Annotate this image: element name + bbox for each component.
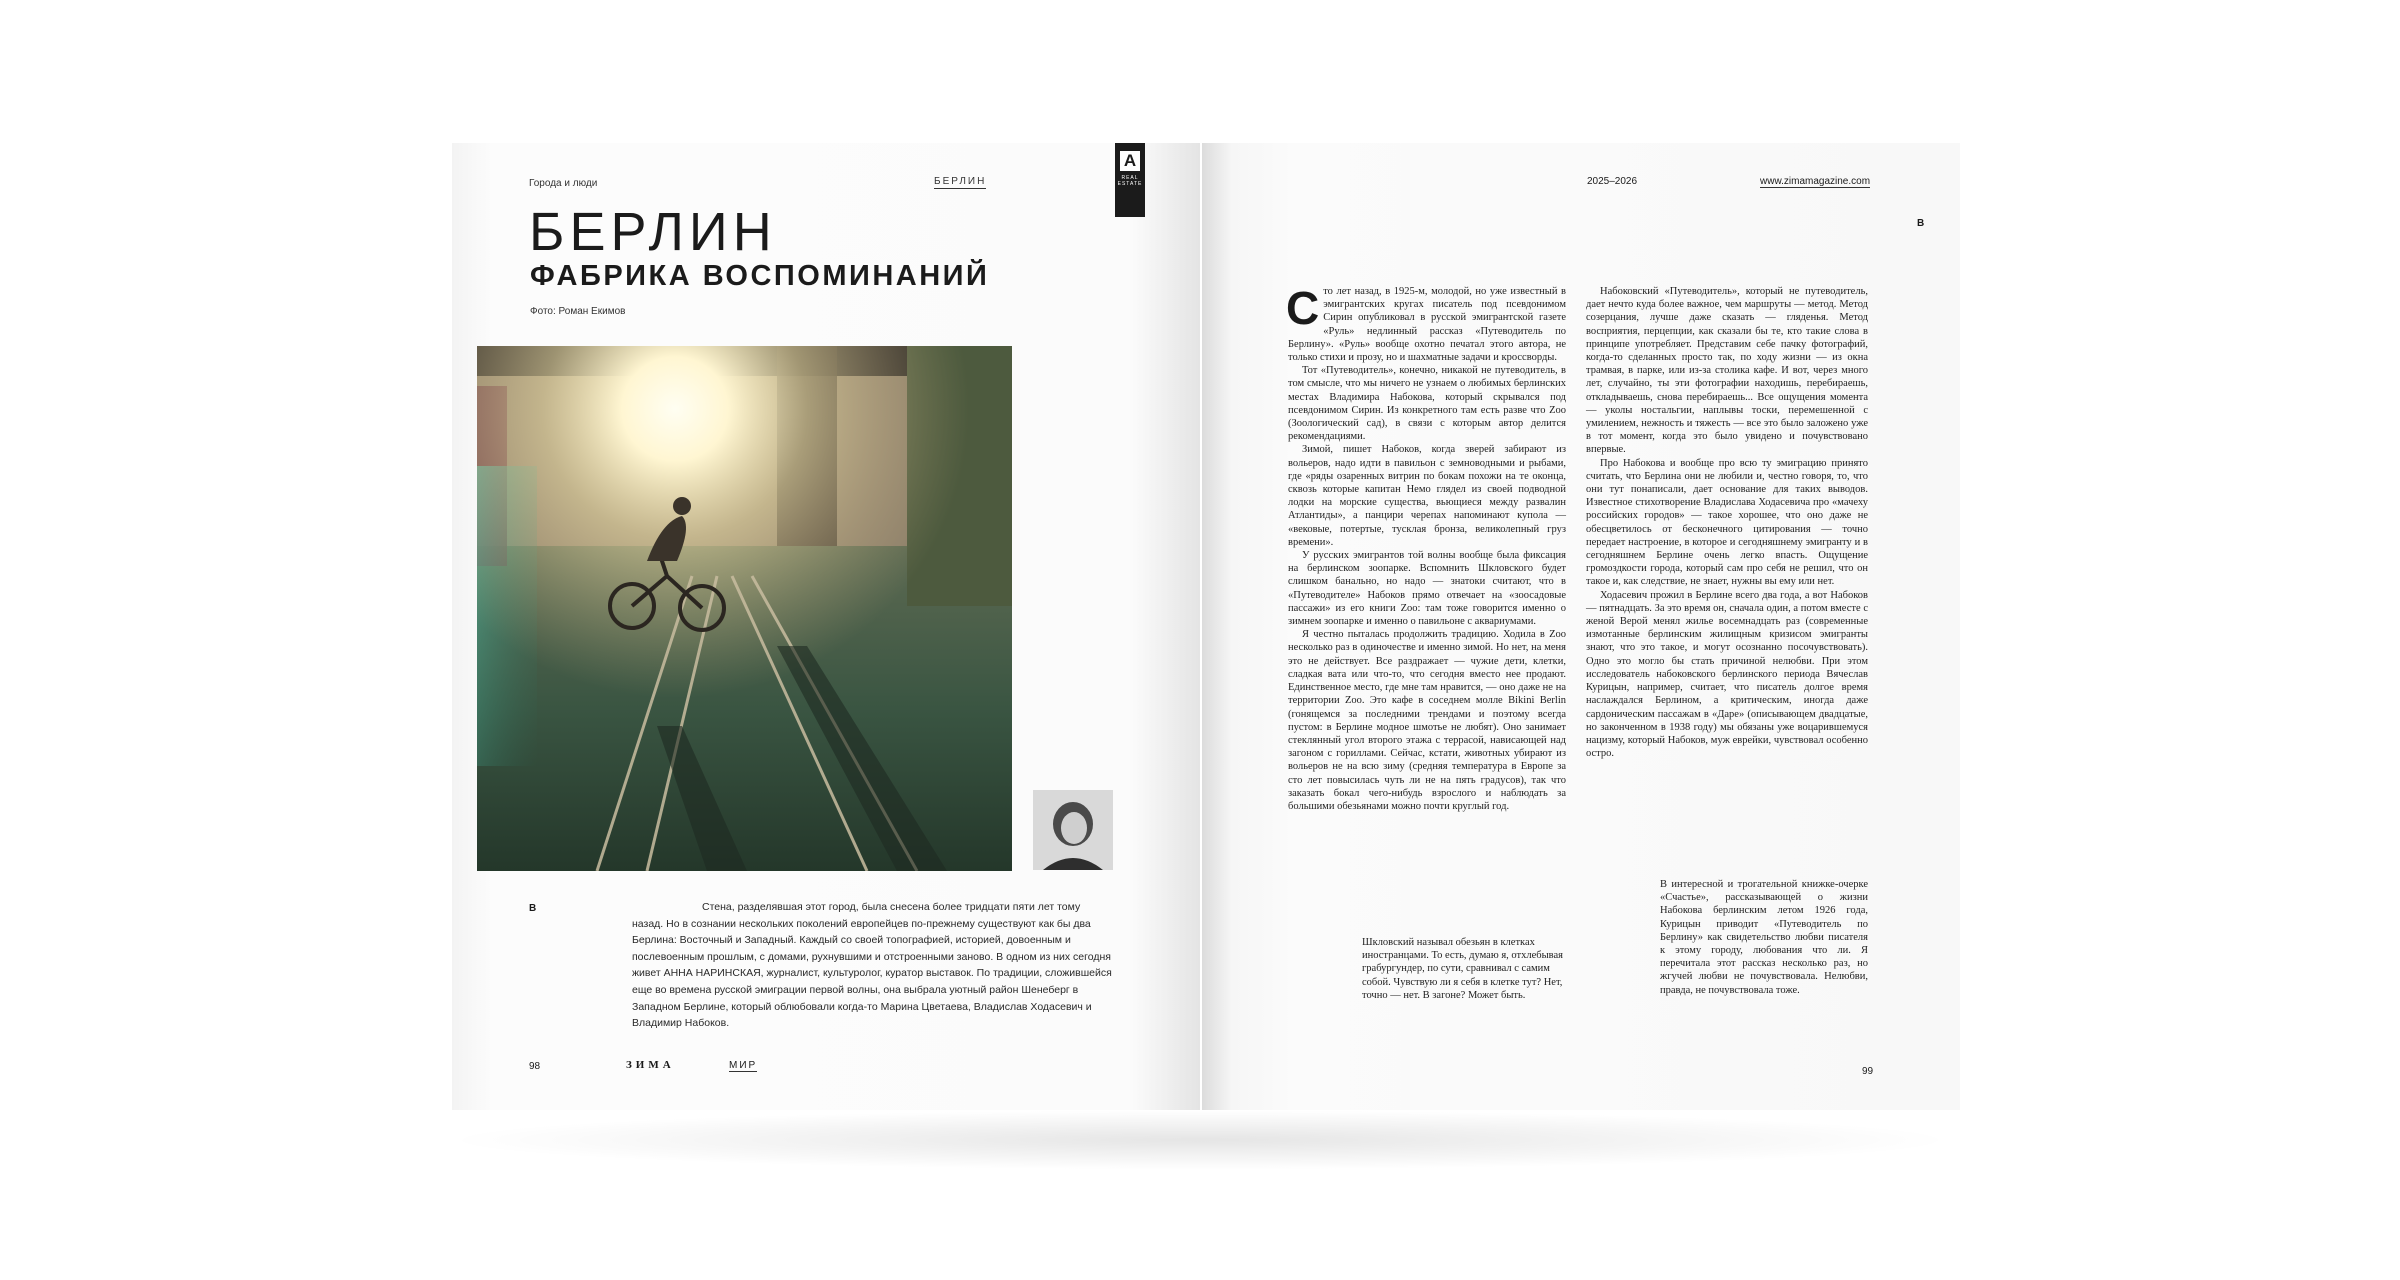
spread-shadow xyxy=(440,1110,1960,1170)
paragraph: Ходасевич прожил в Берлине всего два года, а вот Набоков — пятнадцать. За это время он, сначала один, а потом вместе с женой Верой менял жилье восемнадцать раз (современные измотанные берлинским жилищным кризисом эмигранты знают, что это такое, и могут осознанно посочувствовать). Одно это могло бы стать причиной нелюбви. При этом исследователь набоковского берлинского периода Вячеслав Курицын, например, считает, что писатель долгое время наслаждался Берлином, а критическим, иногда даже сардоническим пассажам в «Даре» (описывающем двадцатые, но законченном в 1938 году) мы обязаны уже воцарившемуся нацизму, который Набоков, муж еврейки, чувствовал особенно остро. xyxy=(1586,589,1868,760)
left-page xyxy=(452,143,1200,1110)
text-column-2 xyxy=(1586,285,1868,760)
city-tag: БЕРЛИН xyxy=(934,176,987,187)
website-link[interactable]: www.zimamagazine.com xyxy=(1760,176,1871,187)
magazine-logo xyxy=(1115,143,1145,217)
lead-paragraph: Стена, разделявшая этот город, была снесена более тридцати пяти лет тому назад. Но в сознании нескольких поколений европейцев по-прежнему существуют как бы два Берлина: Восточный и Западный. Каждый со своей топографией, историей, довоенным и послевоенным прошлым, с домами, рухнувшими и отстроенными заново. В одном из них сегодня живет АННА НАРИНСКАЯ, журналист, культуролог, куратор выставок. По традиции, сложившейся еще во времена русской эмиграции первой волны, она выбрала уютный район Шенеберг в Западном Берлине, который облюбовали когда-то Марина Цветаева, Владислав Ходасевич и Владимир Набоков. xyxy=(632,901,1112,1030)
paragraph: Про Набокова и вообще про всю ту эмиграцию принято считать, что Берлина они не любили и, честно говоря, то, что они тут понаписали, дает основание для таких выводов. Известное стихотворение Владислава Ходасевича про «мачеху российских городов» — такое хорошее, что оно даже не обесцветилось от бесконечного цитирования — точно передает настроение, в которое и сегодняшнему эмигранту и в сегодняшнем Берлине очень легко впасть. Ощущение громоздкости города, который сам про себя не решил, что он такое и, как следствие, не знает, нужны вы ему или нет. xyxy=(1586,457,1868,588)
paragraph: Тот «Путеводитель», конечно, никакой не путеводитель, в том смысле, что мы ничего не узнаем о любимых берлинских местах Владимира Набокова, который скрывался под псевдонимом Сирин. Из конкретного там есть разве что Zoo (Зоологический сад), в связи с которым автор делится рекомендациями. xyxy=(1288,365,1566,443)
paragraph: Я честно пыталась продолжить традицию. Ходила в Zoo несколько раз в одиночестве и именно зимой. Но нет, на меня это не действует. Все раздражает — чужие дети, клетки, сладкая вата или что-то, что сегодня вместо нее продают. Единственное место, где мне там нравится, — оно даже не на территории Zoo. Это кафе в соседнем молле Bikini Berlin (гонящемся за последними трендами и поэтому всегда пустом: в Берлине модное шмотье не любят). Оно занимает стеклянный угол второго этажа с террасой, нависающей над загоном с гориллами. Сейчас, кстати, животных убирают из вольеров не на всю зиму (средняя температура в Европе за сто лет повысилась чуть ли не на пять градусов), так что заказать бокал чего-нибудь взрослого и наблюдать за большими обезьянами можно почти круглый год. xyxy=(1288,629,1566,812)
magazine-brand: ЗИМА xyxy=(626,1059,675,1071)
text-column-1 xyxy=(1286,282,1566,813)
drop-cap: С xyxy=(1286,282,1320,334)
section-label: Города и люди xyxy=(529,178,598,189)
logo-letter: A xyxy=(1120,151,1140,171)
rubric-label: МИР xyxy=(729,1060,758,1071)
pull-quote-2: В интересной и трогательной книжке-очерке «Счастье», рассказывающей о жизни Набокова берлинским летом 1926 года, Курицын приводит «Путеводитель по Берлину» как свидетельство любви писателя к этому городу, любования что ли. Я перечитала этот рассказ несколько раз, но жгучей любви не почувствовала. Нелюбви, правда, не почувствовала тоже. xyxy=(1660,879,1868,996)
right-page xyxy=(1202,143,1960,1110)
page-number-left: 98 xyxy=(529,1061,541,1072)
author-portrait xyxy=(1033,790,1113,870)
page-number-right: 99 xyxy=(1862,1066,1874,1077)
lead-marker: B xyxy=(529,903,537,914)
paragraph: У русских эмигрантов той волны вообще была фиксация на берлинском зоопарке. Вспомнить Шкловского будет слишком банально, но надо — знатоки считают, что в «Путеводителе» Набоков прямо отвечает на «зоосадовые пассажи» из его книги Zoo: там тоже говорится именно о зимнем зоопарке и именно о павильоне с аквариумами. xyxy=(1288,550,1566,628)
paragraph: Набоковский «Путеводитель», который не путеводитель, дает нечто куда более важное, чем маршруты — метод. Метод созерцания, лучше даже сказать — гляденья. Метод восприятия, перцепции, как сказали бы те, кто такие слова в принципе употребляет. Представим себе пачку фотографий, когда-то сделанных просто так, по ходу жизни — из окна трамвая, в парке, или из-за столика кафе. И вот, через много лет, случайно, ты эти фотографии находишь, перебираешь, откладываешь, снова перебираешь... Все ощущения момента — уколы ностальгии, наплывы тоски, перемешенной с умилением, нежность и тяжесть — все это было заложено уже в тот момент, когда это было увидено и почувствовано впервые. xyxy=(1586,286,1868,456)
article-subtitle: ФАБРИКА ВОСПОМИНАНИЙ xyxy=(530,260,990,292)
logo-subtitle: REAL ESTATE xyxy=(1117,175,1143,187)
article-title: БЕРЛИН xyxy=(529,202,777,262)
pull-quote-1: Шкловский называл обезьян в клетках иностранцами. То есть, думаю я, отхлебывая грабургундер, по сути, сравнивал с самим собой. Чувствую ли я себя в клетке тут? Нет, точно — нет. В загоне? Может быть. xyxy=(1362,937,1563,1001)
section-marker: B xyxy=(1917,218,1925,229)
issue-year: 2025–2026 xyxy=(1587,176,1638,187)
paragraph: Сто лет назад, в 1925-м, молодой, но уже известный в эмигрантских кругах писатель под псевдонимом Сирин опубликовал в русской эмигрантской газете «Руль» недлинный рассказ «Путеводитель по Берлину». «Руль» вообще охотно печатал этого автора, не только стихи и прозу, но и шахматные задачи и кроссворды. xyxy=(1286,282,1566,364)
paragraph: Зимой, пишет Набоков, когда зверей забирают из вольеров, надо идти в павильон с земноводными и рыбами, где «ряды озаренных витрин по бокам похожи на те оконца, сквозь которые капитан Немо глядел из своей подводной лодки на морские существа, вьющиеся между развалин Атлантиды», а панцири черепах напоминают купола — «вековые, потертые, тусклая бронза, великолепный груз времени». xyxy=(1288,444,1566,548)
photo-credit: Фото: Роман Екимов xyxy=(530,306,626,317)
berlin-tram-photo xyxy=(477,346,1012,871)
